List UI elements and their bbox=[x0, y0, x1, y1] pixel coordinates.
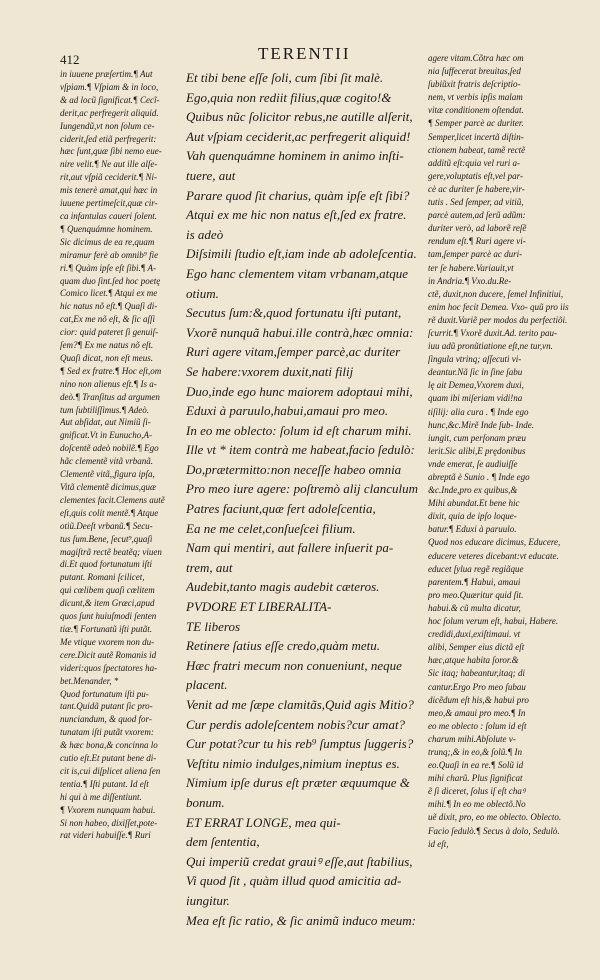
commentary-line: parentem.¶ Habui, amaui bbox=[428, 576, 521, 587]
commentary-line: bet.Menander, * bbox=[60, 675, 119, 686]
commentary-line: rat videri habuiſſe.¶ Ruri bbox=[60, 830, 151, 841]
commentary-line: tentia.¶ Iſti putant. Id eſt bbox=[60, 778, 149, 789]
commentary-line: deantur.Nã ſic in ſine ſabu bbox=[428, 367, 523, 378]
commentary-line: cior: quid pateret ſi genuiſ- bbox=[60, 327, 159, 338]
commentary-line: lerit.Sic alibi,E prędonibus bbox=[428, 445, 526, 456]
verse-line: Veſtitu nimio indulges,nimium ineptus es. bbox=[186, 755, 400, 771]
commentary-line: trunq;,& in eo,& ſolũ.¶ In bbox=[428, 746, 522, 757]
commentary-line: mihi.¶ In eo me oblectõ.No bbox=[428, 799, 526, 810]
commentary-line: ca infantulas caueri ſolent. bbox=[60, 210, 157, 221]
commentary-line: dicẽdum eſt his,& habui pro bbox=[428, 694, 529, 705]
commentary-line: di.Et quod fortunatum iſti bbox=[60, 559, 153, 570]
commentary-line: miramur ferè ab omnib⁹ fie bbox=[60, 249, 159, 260]
commentary-line: cit is,cui diſplicet aliena ſen bbox=[60, 765, 161, 776]
commentary-line: deò.¶ Tranſitus ad argumen bbox=[60, 391, 160, 402]
commentary-line: Iungendũ,vt non ſolum ce- bbox=[60, 120, 155, 131]
commentary-line: ctionem habeat, tamẽ rectẽ bbox=[428, 144, 526, 155]
verse-line: Patres faciunt,quæ fert adoleſcentia, bbox=[186, 501, 376, 517]
commentary-line: cat,Ex me nõ eſt, & ſic aſſi bbox=[60, 314, 155, 325]
commentary-line: Aut abſidat, aut Nimiũ ſi- bbox=[60, 417, 151, 428]
commentary-line: quos ſunt huiuſmodi ſenten bbox=[60, 611, 157, 622]
commentary-line: Semper,licet incertã diſtin- bbox=[428, 131, 524, 142]
commentary-line: hunc,&c.Mirẽ Inde ſub- Inde. bbox=[428, 419, 534, 430]
commentary-line: Comico licet.¶ Atqui ex me bbox=[60, 288, 158, 299]
commentary-line: rendum eſt.¶ Ruri agere vi- bbox=[428, 236, 526, 247]
commentary-line: otiũ.Deeſt vrbanũ.¶ Secu- bbox=[60, 520, 153, 531]
page-number: 412 bbox=[60, 52, 80, 67]
commentary-line: quam ibi miſeriam vidi!na bbox=[428, 393, 523, 404]
commentary-line: nire velit.¶ Ne aut ille alſe- bbox=[60, 159, 158, 170]
commentary-line: ẽ ſi diceret, ſolus iſ eſt chaꝰ bbox=[428, 786, 526, 797]
commentary-line: tiſilij: alia cura . ¶ Inde ego bbox=[428, 406, 529, 417]
verse-line: Eduxi à paruulo,habui,amaui pro meo. bbox=[186, 403, 389, 419]
main-text bbox=[186, 68, 424, 930]
commentary-line: clementes facit.Clemens autẽ bbox=[60, 494, 165, 505]
commentary-line: Clementẽ vitã,,figura ipſa, bbox=[60, 469, 155, 480]
verse-line: Diſsimili ſtudio eſt,iam inde ab adoleſcentia. bbox=[186, 246, 417, 262]
verse-line: Ille vt * item contrà me habeat,facio ſedulò: bbox=[186, 442, 415, 458]
verse-line: tuere, aut bbox=[186, 167, 236, 183]
verse-line: Vah quenquámne hominem in animo inſti- bbox=[186, 148, 404, 164]
verse-line: TE liberos bbox=[186, 618, 241, 634]
commentary-line: &c.Inde,pro ex quibus,& bbox=[428, 485, 518, 496]
verse-line: Qui imperiũ credat grauiꝰ eſſe,aut ſtabilius, bbox=[186, 853, 413, 869]
commentary-line: Vitã clementẽ dicimus,quæ bbox=[60, 482, 157, 492]
commentary-line: iungit, cum perſonam præu bbox=[428, 432, 526, 443]
verse-line: Pro meo iure agere: poſtremò alij clanculum bbox=[186, 481, 419, 497]
commentary-line: duriter verò, ad laborẽ reſẽ bbox=[428, 223, 527, 234]
verse-line: Mea eſt ſic ratio, & ſic animũ induco meum: bbox=[186, 912, 416, 928]
commentary-line: ſem?¶ Ex me natus nõ eſt. bbox=[60, 340, 154, 351]
commentary-line: rit,aut vſpiã ceciderit.¶ Ni- bbox=[60, 172, 157, 183]
verse-line: Secutus ſum:&,quod fortunatu iſti putant, bbox=[186, 305, 402, 321]
commentary-line: Quaſi dicat, non eſt meus. bbox=[60, 352, 153, 363]
commentary-line: qui cœlibem quaſi cœlitem bbox=[60, 585, 155, 596]
commentary-line: & ad locũ ſignificat.¶ Cecĩ- bbox=[60, 94, 160, 105]
commentary-line: ri.¶ Quàm ipſe eſt ſibi.¶ A- bbox=[60, 262, 156, 273]
commentary-line: eſt,quis colit mentẽ.¶ Atque bbox=[60, 507, 159, 518]
commentary-line: tam,ſemper parcè ac duri- bbox=[428, 249, 523, 260]
commentary-line: ſcurrit.¶ Vxorẽ duxit.Ad. terito pau- bbox=[428, 327, 557, 338]
commentary-line: nino non alienus eſt.¶ Is a- bbox=[60, 378, 157, 389]
commentary-line: hi qui à me diſſentiunt. bbox=[60, 791, 142, 802]
commentary-line: nem, vt verbis ipſis malam bbox=[428, 92, 523, 103]
verse-line: bonum. bbox=[186, 794, 225, 810]
verse-line: placent. bbox=[186, 677, 228, 693]
commentary-line: mihi charũ. Plus ſignificat bbox=[428, 773, 523, 784]
commentary-line: derit,ac perfregerit aliquid. bbox=[60, 107, 159, 118]
verse-line: Atqui ex me hic non natus eſt,ſed ex fratre. bbox=[186, 207, 407, 223]
commentary-line: quam duo ſint.ſed hoc poetę bbox=[60, 275, 161, 286]
commentary-line: dixit, quia de ipſo loque- bbox=[428, 511, 517, 522]
commentary-line: vitæ conditionem oſtendat. bbox=[428, 105, 524, 116]
verse-line: Cur potat?cur tu his reb⁹ ſumptus ſuggeris? bbox=[186, 736, 414, 752]
commentary-line: nia ſuffecerat breuitas,ſed bbox=[428, 66, 521, 77]
verse-line: Nimium ipſe durus eſt præter æquumque & bbox=[186, 775, 410, 791]
verse-line: Ego hanc clementem vitam vrbanam,atque bbox=[186, 265, 409, 281]
commentary-line: & hæc bona,& concinna lo bbox=[60, 740, 158, 751]
commentary-line: Sic dicimus de ea re,quam bbox=[60, 236, 155, 247]
commentary-line: alibi, Semper eius dictã eſt bbox=[428, 642, 525, 653]
commentary-line: cè ac duriter ſe habere,vir- bbox=[428, 183, 525, 194]
commentary-line: vnde emerat, ſe audiuiſſe bbox=[428, 458, 518, 469]
commentary-line: vſpiam.¶ Vſpiam & in loco, bbox=[60, 81, 159, 92]
commentary-line: putant. Romani ſcilicet, bbox=[60, 572, 145, 583]
commentary-line: tant.Quidã putant ſic pro- bbox=[60, 701, 153, 712]
commentary-line: gnificat.Vt in Eunucho,A- bbox=[60, 430, 152, 441]
commentary-line: rẽ duxit.Variẽ per modos du perfectiõi. bbox=[428, 314, 568, 325]
commentary-line: ¶ Sed ex fratre.¶ Hoc eſt,om bbox=[60, 365, 162, 376]
commentary-line: videri:quos ſpectatores ha- bbox=[60, 662, 158, 673]
right-commentary bbox=[428, 52, 596, 851]
commentary-line: ctẽ, duxit,non ducere, ſemel Infinitiui, bbox=[428, 288, 564, 299]
commentary-line: mis tenerè amat,qui hæc in bbox=[60, 185, 158, 196]
verse-line: Aut vſpiam ceciderit,ac perfregerit aliquid! bbox=[186, 128, 411, 144]
commentary-line: id eſt, bbox=[428, 838, 449, 849]
commentary-line: tum ſubtiliſſimus.¶ Adeò. bbox=[60, 404, 150, 415]
verse-line: Parare quod ſit charius, quàm ipſe eſt ſibi? bbox=[186, 187, 410, 203]
commentary-line: hãc clementẽ vitã vrbanã. bbox=[60, 456, 153, 467]
verse-line: Duo,inde ego hunc maiorem adoptaui mihi, bbox=[186, 383, 413, 399]
commentary-line: hoc ſolum verum eſt, habui, Habere. bbox=[428, 616, 559, 627]
commentary-line: doſcentẽ adeò nobilẽ.¶ Ego bbox=[60, 443, 159, 454]
commentary-line: cantur.Ergo Pro meo ſubau bbox=[428, 681, 526, 692]
commentary-line: in iuuene præſertim.¶ Aut bbox=[60, 69, 153, 79]
commentary-line: ¶ Vxorem nunquam habui. bbox=[60, 804, 156, 815]
commentary-line: Facio ſedulò.¶ Secus à dolo, Sedulò. bbox=[428, 825, 560, 836]
commentary-line: credidi,duxi,exiſtimaui. vt bbox=[428, 629, 521, 640]
commentary-line: pro meo.Quæritur quid ſit. bbox=[428, 589, 524, 600]
verse-line: In eo me oblecto: ſolum id eſt charum mihi. bbox=[186, 422, 412, 438]
verse-line: trem, aut bbox=[186, 559, 233, 575]
verse-line: otium. bbox=[186, 285, 219, 301]
verse-line: Audebit,tanto magis audebit cæteros. bbox=[186, 579, 380, 595]
commentary-line: tus ſum.Bene, ſecut⁹,quaſi bbox=[60, 533, 153, 544]
verse-line: Do,prætermitto:non neceſſe habeo omnia bbox=[186, 461, 402, 477]
commentary-line: ¶ Quenquámne hominem. bbox=[60, 223, 153, 234]
verse-line: Hæc fratri mecum non conueniunt, neque bbox=[186, 657, 402, 673]
commentary-line: gere,voluptatis eſt,vel par- bbox=[428, 170, 523, 181]
commentary-line: charum mihi.Abſolute v- bbox=[428, 733, 516, 744]
commentary-line: ter ſe habere.Variauit,vt bbox=[428, 262, 514, 273]
commentary-line: iuuene pertimeſcit,quæ cir- bbox=[60, 198, 158, 209]
verse-line: iungitur. bbox=[186, 892, 230, 908]
verse-line: Retinere ſatius eſſe credo,quàm metu. bbox=[186, 638, 380, 654]
commentary-line: nunciandum, & quod for- bbox=[60, 714, 152, 725]
commentary-line: ſubiũxit fratris deſcriptio- bbox=[428, 79, 521, 90]
commentary-line: tiæ.¶ Fortunatũ iſti putãt. bbox=[60, 623, 152, 634]
commentary-line: educere veteres dicebant:vt educate. bbox=[428, 550, 559, 561]
running-head: TERENTII bbox=[258, 44, 351, 63]
verse-line: Se habere:vxorem duxit,nati filij bbox=[186, 363, 354, 379]
commentary-line: Si non habeo, dixiſſet,pote- bbox=[60, 817, 158, 828]
commentary-line: hic natus nõ eſt.¶ Quaſi di- bbox=[60, 301, 158, 312]
verse-line: Ego,quia non rediit filius,quæ cogito!& bbox=[186, 89, 392, 105]
verse-line: Vi quod ſit , quàm illud quod amicitia ad- bbox=[186, 873, 402, 889]
commentary-line: Mihi abundat.Et bene hic bbox=[428, 498, 520, 509]
commentary-line: eo me oblecto : ſolum id eſt bbox=[428, 720, 527, 731]
verse-line: Ea ne me celet,conſueſcei filium. bbox=[186, 520, 356, 536]
commentary-line: Me vtique vxorem non du- bbox=[60, 636, 155, 647]
commentary-line: ſingula vtrinq; aſſecuti vi- bbox=[428, 354, 522, 365]
commentary-line: cutio eſt.Et putant bene di- bbox=[60, 753, 157, 764]
commentary-line: dicunt,& item Græci,apud bbox=[60, 598, 155, 609]
left-commentary bbox=[60, 68, 180, 842]
commentary-line: magiſtrã rectẽ beatẽq; viuen bbox=[60, 546, 162, 557]
commentary-line: parcè autem,ad ſerũ adũm: bbox=[428, 210, 526, 221]
commentary-line: tunatam iſti putãt vxorem: bbox=[60, 727, 154, 738]
verse-line: Venit ad me ſæpe clamitãs,Quid agis Mitio? bbox=[186, 697, 414, 712]
commentary-line: educet ſylua regẽ regiãque bbox=[428, 563, 524, 574]
commentary-line: iuu adũ pronũtiatione eſt,ne tur,vn. bbox=[428, 341, 553, 352]
commentary-line: enim hoc fecit Demea. Vxo- quũ pro iis bbox=[428, 301, 569, 312]
commentary-line: additũ eſt:quia vel ruri a- bbox=[428, 157, 520, 168]
commentary-line: Quod fortunatum iſti pu- bbox=[60, 688, 149, 699]
commentary-line: agere vitam.Cõtra hæc om bbox=[428, 53, 524, 63]
verse-line: PVDORE ET LIBERALITA- bbox=[186, 599, 332, 615]
commentary-line: lę ait Demea,Vxorem duxi, bbox=[428, 380, 524, 391]
commentary-line: ciderit,ſed etiã perfregerit: bbox=[60, 133, 157, 144]
commentary-line: hæc ſunt,quæ ſibi nemo eue- bbox=[60, 146, 162, 157]
verse-line: Vxorẽ nunquã habui.ille contrà,hæc omnia: bbox=[186, 324, 414, 340]
commentary-line: batur.¶ Eduxi à paruulo. bbox=[428, 524, 517, 535]
verse-line: Ruri agere vitam,ſemper parcè,ac duriter bbox=[186, 344, 401, 360]
commentary-line: in Andria.¶ Vxo.du.Re- bbox=[428, 275, 512, 286]
commentary-line: abreptã è Sunio . ¶ Inde ego bbox=[428, 472, 530, 482]
commentary-line: Sic itaq; habeantur,itaq; di bbox=[428, 668, 525, 679]
commentary-line: cere.Dicit autẽ Romanis id bbox=[60, 649, 157, 660]
verse-line: Quibus nũc ſolicitor rebus,ne autille alſerit, bbox=[186, 109, 413, 125]
commentary-line: tutis . Sed ſemper, ad vitiũ, bbox=[428, 197, 524, 208]
verse-line: Et tibi bene eſſe ſoli, cum ſibi ſit malè. bbox=[186, 70, 384, 85]
commentary-line: meo,& amaui pro meo.¶ In bbox=[428, 707, 526, 718]
commentary-line: Quod nos educare dicimus, Educere, bbox=[428, 537, 561, 548]
commentary-line: uẽ dixit, pro, eo me oblecto. Oblecto. bbox=[428, 812, 562, 823]
commentary-line: habui.& cũ multa dicatur, bbox=[428, 602, 521, 613]
verse-line: dem ſententia, bbox=[186, 834, 260, 850]
verse-line: ET ERRAT LONGE, mea qui- bbox=[186, 814, 341, 830]
verse-line: Nam qui mentiri, aut fallere inſuerit pa- bbox=[186, 540, 394, 556]
commentary-line: hæc,atque habita ſoror.& bbox=[428, 655, 519, 666]
verse-line: Cur perdis adoleſcentem nobis?cur amat? bbox=[186, 716, 406, 732]
commentary-line: ¶ Semper parcè ac duriter. bbox=[428, 118, 524, 129]
verse-line: is adeò bbox=[186, 226, 224, 242]
commentary-line: eo.Quaſi in ea re.¶ Solũ id bbox=[428, 760, 524, 771]
